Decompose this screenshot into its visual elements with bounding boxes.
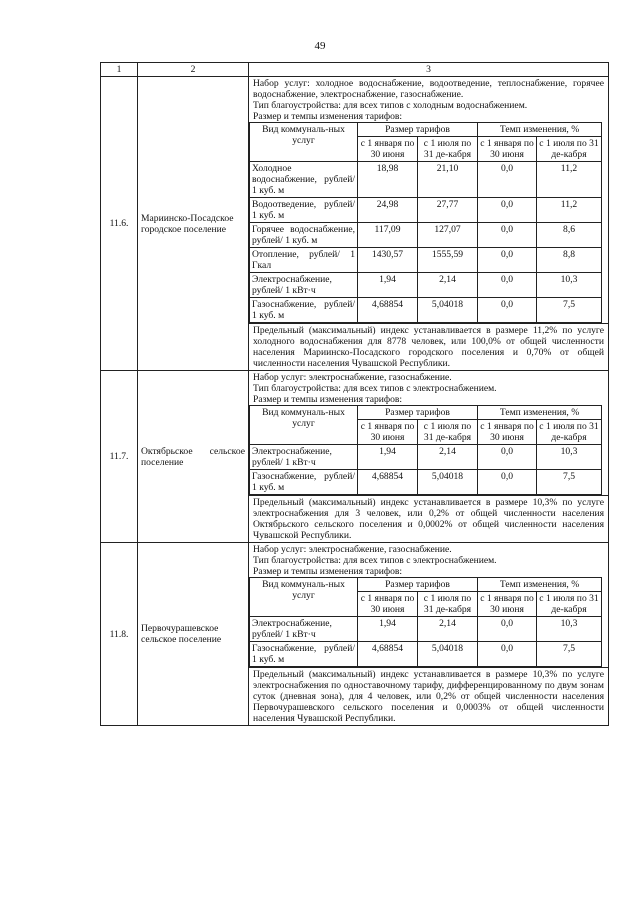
tariff-row	[250, 617, 602, 642]
tariff-row	[250, 162, 602, 198]
settlement-name: Мариинско-Посадское городское поселение	[138, 77, 249, 371]
tariff-value: 0,0	[478, 298, 537, 323]
tariff-value: 1,94	[358, 445, 418, 470]
subtable-header-row	[250, 578, 602, 592]
tariff-value: 8,8	[537, 248, 602, 273]
period-header: с 1 июля по 31 де-кабря	[537, 592, 602, 617]
type-line: Тип благоустройства: для всех типов с холодным водоснабжением.	[253, 100, 528, 111]
service-column-header: Вид коммуналь-ных услуг	[250, 578, 358, 617]
tariff-row	[250, 273, 602, 298]
type-line: Тип благоустройства: для всех типов с электроснабжением.	[253, 383, 497, 394]
settlement-details	[249, 543, 609, 726]
tariff-value: 18,98	[358, 162, 418, 198]
period-header: с 1 июля по 31 де-кабря	[418, 592, 478, 617]
max-index-text: Предельный (максимальный) индекс устанавливается в размере 11,2% по услуге холодного водоснабжения для 8778 человек, или 100,0% от общей численности населения Мариинско-Посадского городского поселения и 0,70% от общей численности населения Чувашской Республики.	[249, 323, 608, 370]
service-name: Водоотведение, рублей/ 1 куб. м	[250, 198, 358, 223]
tariff-value: 0,0	[478, 162, 537, 198]
tariff-value: 7,5	[537, 470, 602, 495]
tariff-value: 1,94	[358, 273, 418, 298]
tariff-value: 0,0	[478, 470, 537, 495]
tariff-value: 0,0	[478, 223, 537, 248]
service-name: Газоснабжение, рублей/ 1 куб. м	[250, 642, 358, 667]
change-rate-header: Темп изменения, %	[478, 406, 602, 420]
tariff-subtable	[249, 405, 602, 495]
tariff-value: 2,14	[418, 617, 478, 642]
tariff-value: 11,2	[537, 162, 602, 198]
tariff-table	[100, 62, 609, 726]
service-name: Отопление, рублей/ 1 Гкал	[250, 248, 358, 273]
tariff-value: 117,09	[358, 223, 418, 248]
settlement-name: Октябрьское сельское поселение	[138, 371, 249, 543]
service-name: Горячее водоснабжение, рублей/ 1 куб. м	[250, 223, 358, 248]
tariff-value: 7,5	[537, 298, 602, 323]
period-header: с 1 января по 30 июня	[358, 137, 418, 162]
services-block	[249, 371, 608, 405]
tariff-size-header: Размер тарифов	[358, 406, 478, 420]
tariff-value: 5,04018	[418, 642, 478, 667]
tariff-value: 2,14	[418, 445, 478, 470]
tariff-row	[250, 248, 602, 273]
tariff-value: 1555,59	[418, 248, 478, 273]
period-header: с 1 июля по 31 де-кабря	[418, 137, 478, 162]
tariff-value: 10,3	[537, 273, 602, 298]
services-block	[249, 543, 608, 577]
period-header: с 1 июля по 31 де-кабря	[537, 137, 602, 162]
tariff-value: 1,94	[358, 617, 418, 642]
tariff-value: 0,0	[478, 248, 537, 273]
tariff-value: 0,0	[478, 445, 537, 470]
column-number-row	[101, 63, 609, 77]
period-header: с 1 января по 30 июня	[358, 592, 418, 617]
settlement-row	[101, 543, 609, 726]
tariff-size-header: Размер тарифов	[358, 123, 478, 137]
settlement-name: Первочурашевское сельское поселение	[138, 543, 249, 726]
column-number-3: 3	[249, 63, 609, 77]
service-name: Холодное водоснабжение, рублей/ 1 куб. м	[250, 162, 358, 198]
period-header: с 1 июля по 31 де-кабря	[537, 420, 602, 445]
tariff-value: 0,0	[478, 617, 537, 642]
service-name: Газоснабжение, рублей/ 1 куб. м	[250, 470, 358, 495]
service-column-header: Вид коммуналь-ных услуг	[250, 123, 358, 162]
tariff-value: 5,04018	[418, 470, 478, 495]
service-name: Электроснабжение, рублей/ 1 кВт·ч	[250, 617, 358, 642]
tariff-row	[250, 470, 602, 495]
size-line: Размер и темпы изменения тарифов:	[253, 566, 403, 577]
service-name: Электроснабжение, рублей/ 1 кВт·ч	[250, 445, 358, 470]
period-header: с 1 января по 30 июня	[358, 420, 418, 445]
max-index-text: Предельный (максимальный) индекс устанавливается в размере 10,3% по услуге электроснабжения для 3 человек, или 0,2% от общей численности населения Октябрьского сельского поселения и 0,0002% от общей численности населения Чувашской Республики.	[249, 495, 608, 542]
row-number: 11.7.	[101, 371, 138, 543]
size-line: Размер и темпы изменения тарифов:	[253, 394, 403, 405]
tariff-value: 8,6	[537, 223, 602, 248]
tariff-row	[250, 198, 602, 223]
tariff-value: 0,0	[478, 198, 537, 223]
tariff-value: 5,04018	[418, 298, 478, 323]
tariff-value: 7,5	[537, 642, 602, 667]
period-header: с 1 января по 30 июня	[478, 137, 537, 162]
tariff-value: 24,98	[358, 198, 418, 223]
settlement-details	[249, 77, 609, 371]
tariff-value: 4,68854	[358, 298, 418, 323]
services-line: Набор услуг: электроснабжение, газоснабжение.	[253, 372, 452, 383]
settlement-row	[101, 371, 609, 543]
page-number: 49	[314, 40, 326, 52]
service-name: Газоснабжение, рублей/ 1 куб. м	[250, 298, 358, 323]
column-number-1: 1	[101, 63, 138, 77]
tariff-value: 11,2	[537, 198, 602, 223]
period-header: с 1 января по 30 июня	[478, 420, 537, 445]
tariff-subtable	[249, 122, 602, 323]
tariff-value: 27,77	[418, 198, 478, 223]
tariff-size-header: Размер тарифов	[358, 578, 478, 592]
row-number: 11.6.	[101, 77, 138, 371]
change-rate-header: Темп изменения, %	[478, 578, 602, 592]
settlement-row	[101, 77, 609, 371]
tariff-row	[250, 642, 602, 667]
change-rate-header: Темп изменения, %	[478, 123, 602, 137]
tariff-value: 4,68854	[358, 642, 418, 667]
service-name: Электроснабжение, рублей/ 1 кВт·ч	[250, 273, 358, 298]
tariff-value: 4,68854	[358, 470, 418, 495]
tariff-value: 0,0	[478, 642, 537, 667]
period-header: с 1 января по 30 июня	[478, 592, 537, 617]
size-line: Размер и темпы изменения тарифов:	[253, 111, 403, 122]
tariff-value: 1430,57	[358, 248, 418, 273]
service-column-header: Вид коммуналь-ных услуг	[250, 406, 358, 445]
tariff-value: 127,07	[418, 223, 478, 248]
tariff-value: 0,0	[478, 273, 537, 298]
type-line: Тип благоустройства: для всех типов с электроснабжением.	[253, 555, 497, 566]
tariff-value: 10,3	[537, 445, 602, 470]
period-header: с 1 июля по 31 де-кабря	[418, 420, 478, 445]
tariff-value: 2,14	[418, 273, 478, 298]
tariff-value: 10,3	[537, 617, 602, 642]
tariff-value: 21,10	[418, 162, 478, 198]
tariff-row	[250, 445, 602, 470]
tariff-row	[250, 223, 602, 248]
settlement-details	[249, 371, 609, 543]
tariff-row	[250, 298, 602, 323]
services-line: Набор услуг: электроснабжение, газоснабжение.	[253, 544, 452, 555]
subtable-header-row	[250, 406, 602, 420]
tariff-subtable	[249, 577, 602, 667]
services-block	[249, 77, 608, 122]
services-line: Набор услуг: холодное водоснабжение, водоотведение, теплоснабжение, горячее водоснабжение, электроснабжение, газоснабжение.	[253, 78, 604, 100]
column-number-2: 2	[138, 63, 249, 77]
subtable-header-row	[250, 123, 602, 137]
row-number: 11.8.	[101, 543, 138, 726]
max-index-text: Предельный (максимальный) индекс устанавливается в размере 10,3% по услуге электроснабжения по одноставочному тарифу, дифференцированному по двум зонам суток (дневная зона), для 4 человек, или 0,2% от общей численности населения Первочурашевского сельского поселения и 0,0003% от общей численности населения Чувашской Республики.	[249, 667, 608, 725]
